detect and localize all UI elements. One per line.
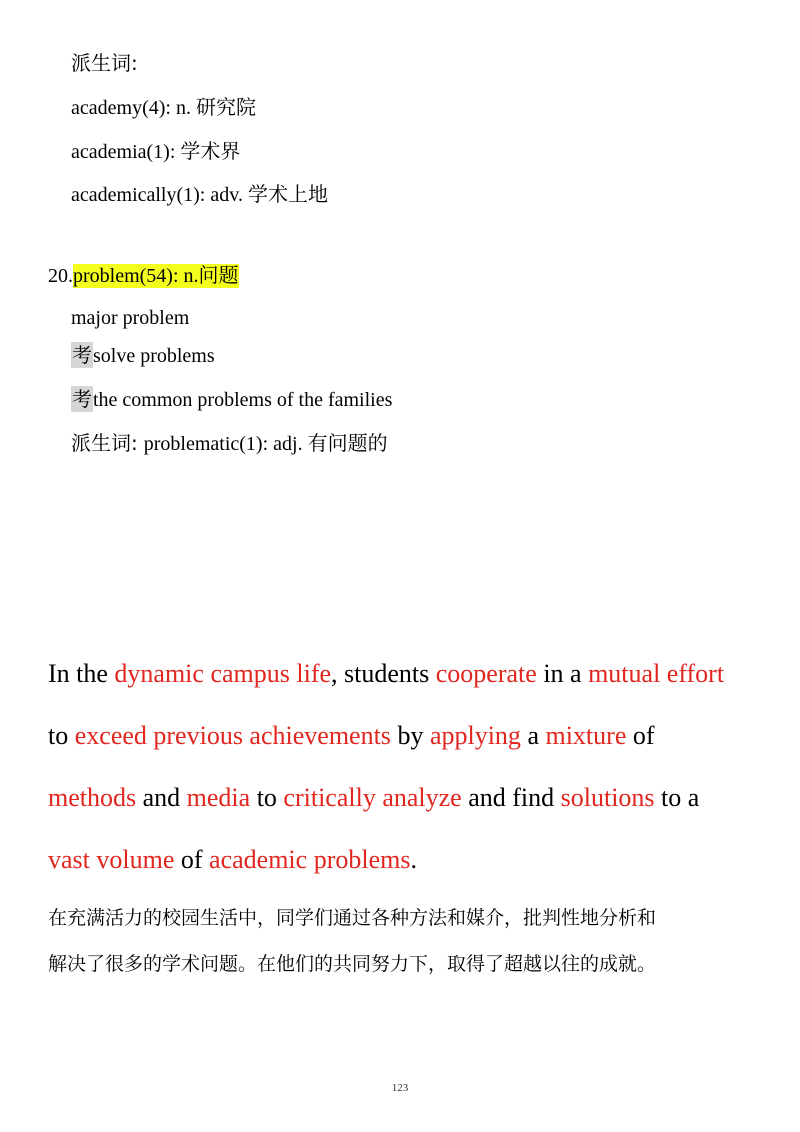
keyword-highlight: critically analyze: [283, 783, 462, 812]
keyword-highlight: mutual effort: [588, 659, 725, 688]
entry-derivative-line: [71, 430, 388, 457]
keyword-highlight: vast volume: [48, 845, 175, 874]
paragraph-text: In the: [48, 659, 115, 688]
paragraph-text: of: [174, 845, 210, 874]
keyword-highlight: solutions: [560, 783, 655, 812]
entry-number: 20.: [48, 265, 73, 287]
entry-headword-line: [48, 262, 239, 289]
translation-line-2: 解决了很多的学术问题。在他们的共同努力下，取得了超越以往的成就。: [48, 953, 657, 975]
derivative-meaning: 研究院: [195, 95, 256, 119]
derivative-word: academia(1):: [71, 141, 181, 163]
paragraph-text: to: [250, 783, 284, 812]
keyword-highlight: academic problems: [209, 845, 411, 874]
paragraph-text: and find: [461, 783, 561, 812]
paragraph-text: in a: [536, 659, 589, 688]
translation-line-1: 在充满活力的校园生活中，同学们通过各种方法和媒介，批判性地分析和: [48, 907, 657, 929]
exam-phrase: solve problems: [93, 345, 215, 367]
exam-phrase-line-2: [71, 386, 392, 413]
derivative-item-academy: [71, 94, 256, 121]
paragraph-text: of: [626, 721, 655, 750]
derivative-word: academically(1): adv.: [71, 184, 248, 206]
paragraph-line-3: [48, 783, 699, 813]
derivative-meaning: 学术界: [180, 139, 241, 163]
paragraph-text: by: [390, 721, 430, 750]
paragraph-text: .: [410, 845, 417, 874]
entry-derivative-label: 派生词:: [71, 431, 138, 455]
derivative-item-academia: [71, 138, 240, 165]
entry-headword-highlight: [73, 264, 239, 288]
paragraph-line-2: [48, 721, 655, 751]
exam-mark-badge: 考: [72, 343, 92, 367]
paragraph-text: to: [48, 721, 75, 750]
exam-phrase-line-1: [71, 342, 215, 369]
keyword-highlight: dynamic campus life: [114, 659, 332, 688]
derivative-meaning: 学术上地: [247, 182, 328, 206]
keyword-highlight: cooperate: [435, 659, 537, 688]
paragraph-line-4: [48, 845, 417, 875]
keyword-highlight: methods: [48, 783, 137, 812]
derivative-item-academically: [71, 181, 328, 208]
entry-headword-cn: 问题: [198, 263, 239, 287]
paragraph-text: and: [136, 783, 187, 812]
keyword-highlight: media: [186, 783, 251, 812]
keyword-highlight: exceed previous achievements: [74, 721, 391, 750]
paragraph-line-1: [48, 659, 724, 689]
keyword-highlight: applying: [429, 721, 521, 750]
derivatives-heading: 派生词:: [71, 51, 138, 75]
paragraph-text: , students: [331, 659, 436, 688]
page-number: 123: [391, 1082, 409, 1094]
derivative-word: academy(4): n.: [71, 97, 196, 119]
paragraph-text: to a: [654, 783, 700, 812]
entry-derivative: problematic(1): adj.: [143, 433, 308, 455]
entry-phrase: major problem: [71, 307, 190, 329]
entry-derivative-cn: 有问题的: [307, 431, 388, 455]
keyword-highlight: mixture: [545, 721, 627, 750]
exam-mark-badge: 考: [72, 387, 92, 411]
exam-phrase: the common problems of the families: [93, 389, 393, 411]
paragraph-text: a: [520, 721, 546, 750]
entry-headword: problem(54): n.: [73, 265, 199, 287]
